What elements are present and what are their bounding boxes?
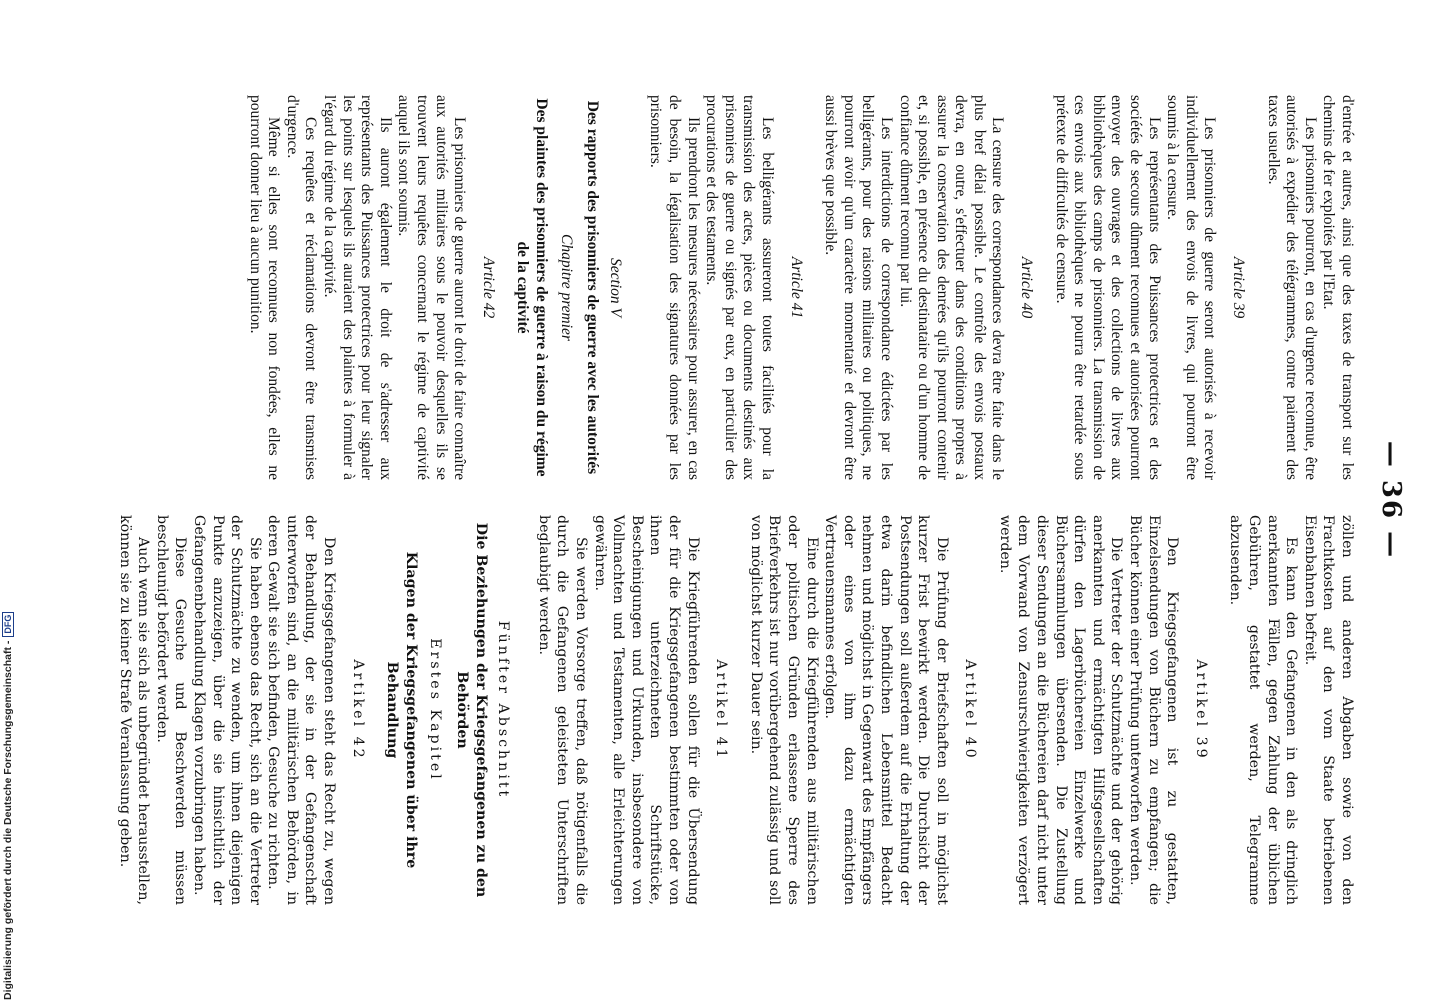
fr-art40-title: Article 40 — [1018, 256, 1036, 319]
de-art39-title: Artikel 39 — [1192, 659, 1209, 761]
fr-art39-title: Article 39 — [1230, 256, 1248, 319]
de-art41-p1: Die Kriegführenden sollen für die Übersendung der für die Kriegsgefangenen bestimmten oder von ihnen unterzeichneten Schriftstücke, Bescheinigungen und Urkunden, insbesondere von Vollmachten und Testamenten, alle Erleichterungen gewähren. — [591, 515, 701, 905]
de-intro-1: zöllen und anderen Abgaben sowie von den Frachtkosten auf den vom Staate betriebenen Eisenbahnen befreit. — [1301, 515, 1355, 905]
fr-art39-p1: Les prisonniers de guerre seront autorisés à recevoir individuellement des envois de livres, qui pourront être soumis à la censure. — [1164, 95, 1219, 480]
fr-art39-p2: Les représentants des Puissances protectrices et des sociétés de secours dûment reconnues et autorisées pourront envoyer des ouvrages et des collections de livres aux bibliothèques des camps de prisonniers. La transmission de ces envois aux bibliothèques ne pourra être retardée sous prétexte de difficultés de censure. — [1052, 95, 1163, 480]
fr-art40-p1: La censure des correspondances devra être faite dans le plus bref délai possible. Le contrôle des envois postaux devra, en outre, s'effectuer dans des conditions propres à assurer la conservation des denrées qu'ils pourront contenir et, si possible, en présence du destinataire ou d'un homme de confiance dûment reconnu par lui. — [896, 95, 1007, 480]
fr-intro-2: Les prisonniers pourront, en cas d'urgence reconnue, être autorisés à expédier des télégrammes, contre paiement des taxes usuelles. — [1264, 95, 1319, 480]
german-column — [116, 515, 1356, 905]
de-chapter-label: Erstes Kapitel — [427, 638, 444, 782]
fr-art42-p3: Ces requêtes et réclamations devront être transmises d'urgence. — [283, 95, 320, 480]
de-art40-p2: Eine durch die Kriegführenden aus militärischen oder politischen Gründen erlassene Sperre des Briefverkehrs ist nur vorübergehend zulässig und soll von möglichst kurzer Dauer sein. — [747, 515, 820, 905]
fr-chapter-title: Des plaintes des prisonniers de guerre à raison du régime de la captivité — [514, 98, 551, 477]
de-art42-p1: Den Kriegsgefangenen steht das Recht zu, wegen der Behandlung, der sie in der Gefangenschaft unterworfen sind, an die militärischen Behörden, in deren Gewalt sie sich befinden, Gesuche zu richten. — [265, 515, 338, 905]
dfg-logo: DFG — [2, 612, 14, 637]
fr-art42-p4: Même si elles sont reconnues non fondées, elles ne pourront donner lieu à aucun punition. — [246, 95, 283, 480]
fr-intro-1: d'entrée et autres, ainsi que des taxes de transport sur les chemins de fer exploités par l'Etat. — [1320, 95, 1356, 480]
fr-art42-title: Article 42 — [479, 256, 497, 319]
de-art41-title: Artikel 41 — [713, 659, 730, 761]
digitization-footer — [2, 612, 14, 1000]
de-art42-title: Artikel 42 — [349, 659, 366, 761]
de-art41-p2: Sie werden Vorsorge treffen, daß nötigenfalls die durch die Gefangenen geleisteten Unterschriften beglaubigt werden. — [535, 515, 590, 905]
de-section-label: Fünfter Abschnitt — [495, 620, 512, 800]
fr-art41-title: Article 41 — [787, 256, 805, 319]
fr-section-label: Section V — [606, 258, 624, 317]
de-art39-p1: Den Kriegsgefangenen ist zu gestatten, Einzelsendungen von Büchern zu empfangen; die Bücher können einer Prüfung unterworfen werden. — [1127, 515, 1181, 905]
de-art40-p1: Die Prüfung der Briefschaften soll in möglichst kurzer Frist bewirkt werden. Die Durchsicht der Postsendungen soll außerdem auf die Erhaltung der etwa darin befindlichen Lebensmittel Bedacht nehmen und möglichst in Gegenwart des Empfängers oder eines von ihm dazu ermächtigten Vertrauensmannes erfolgen. — [822, 515, 950, 905]
footer-text: Digitalisierung gefördert durch die Deutsche Forschungsgemeinschaft - — [2, 640, 14, 1000]
de-art42-p3: Diese Gesuche und Beschwerden müssen beschleunigt befördert werden. — [153, 515, 189, 905]
fr-art42-p2: Ils auront également le droit de s'adresser aux représentants des Puissances protectrices pour leur signaler les points sur lesquels ils auraient des plaintes à formuler à l'égard du régime de la captivité. — [321, 95, 394, 480]
fr-art41-p2: Ils prendront les mesures nécessaires pour assurer, en cas de besoin, la légalisation des signatures données par les prisonniers. — [647, 95, 702, 480]
de-section-title: Die Beziehungen der Kriegsgefangenen zu den Behörden — [454, 522, 489, 898]
fr-chapter-label: Chapitre premier — [557, 234, 575, 341]
de-art40-title: Artikel 40 — [962, 659, 979, 761]
french-column — [176, 95, 1356, 480]
fr-section-title: Des rapports des prisonniers de guerre avec les autorités — [584, 100, 602, 475]
de-art42-p4: Auch wenn sie sich als unbegründet herausstellen, können sie zu keiner Strafe Veranlassung geben. — [116, 515, 152, 905]
de-art39-p2: Die Vertreter der Schutzmächte und der gehörig anerkannten und ermächtigten Hilfsgesellschaften dürfen den Lagerbüchereien Einzelwerke und Büchersammlungen übersenden. Die Zustellung dieser Sendungen an die Büchereien darf nicht unter dem Vorwand von Zensurschwierigkeiten verzögert werden. — [996, 515, 1125, 905]
de-art42-p2: Sie haben ebenso das Recht, sich an die Vertreter der Schutzmächte zu wenden, um ihnen diejenigen Punkte anzuzeigen, über die sie hinsichtlich der Gefangenenbehandlung Klagen vorzubringen haben. — [190, 515, 263, 905]
fr-art40-p2: Les interdictions de correspondance édictées par les belligérants, pour des raisons militaires ou politiques, ne pourront avoir qu'un caractère momentané et devront être aussi brèves que possible. — [822, 95, 895, 480]
de-intro-2: Es kann den Gefangenen in den als dringlich anerkannten Fällen, gegen Zahlung der üblichen Gebühren, gestattet werden, Telegramme abzusenden. — [1227, 515, 1300, 905]
page-number: — 36 — — [1376, 440, 1406, 560]
fr-art41-p1: Les belligérants assureront toutes facilités pour la transmission des actes, pièces ou documents destinés aux prisonniers de guerre ou signés par eux, en particulier des procurations et des testaments. — [703, 95, 776, 480]
fr-art42-p1: Les prisonniers de guerre auront le droit de faire connaître aux autorités militaires sous le pouvoir desquelles ils se trouvent leurs requêtes concernant le régime de captivité auquel ils sont soumis. — [395, 95, 469, 480]
de-chapter-title: Klagen der Kriegsgefangenen über ihre Behandlung — [384, 551, 419, 869]
